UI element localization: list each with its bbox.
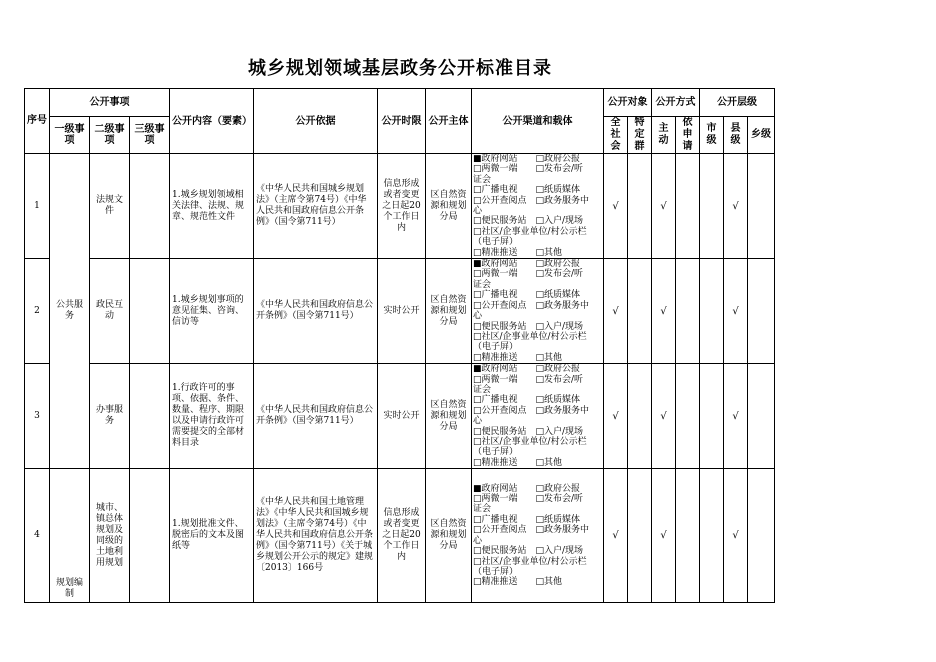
- check-apply: [676, 469, 700, 603]
- subject-cell: 区自然资源和规划分局: [426, 364, 472, 469]
- check-all: √: [604, 259, 628, 364]
- content-cell: 1.规划批准文件、脱密后的文本及图纸等: [170, 469, 254, 603]
- basis-cell: 《中华人民共和国城乡规划法》（主席令第74号）《中华人民共和国政府信息公开条例》（国令第711号）: [254, 154, 378, 259]
- channel-cell: ■政府网站 □政府公报 □两微一端 □发布会/听 证会 □广播电视 □纸质媒体 □公开查阅点 □政务服务中 心 □便民服务站 □入户/现场 □社区/企事业单位/村公示栏 （电子屏） □精准推送 □其他: [472, 469, 604, 603]
- basis-cell: 《中华人民共和国政府信息公开条例》（国令第711号）: [254, 259, 378, 364]
- check-county: √: [724, 154, 748, 259]
- content-cell: 1.城乡规划事项的意见征集、咨询、信访等: [170, 259, 254, 364]
- level2-cell: 城市、镇总体规划及同级的土地利用规划: [90, 469, 130, 603]
- header-time: 公开时限: [378, 89, 426, 154]
- check-all: √: [604, 364, 628, 469]
- header-channel: 公开渠道和载体: [472, 89, 604, 154]
- check-specific: [628, 469, 652, 603]
- header-subject: 公开主体: [426, 89, 472, 154]
- header-tier-county: 县级: [724, 117, 748, 154]
- table-row: [25, 154, 775, 259]
- check-city: [700, 259, 724, 364]
- level3-cell: [130, 469, 170, 603]
- row-number: 1: [25, 154, 50, 259]
- catalog-table: [24, 88, 775, 603]
- level2-cell: 办事服务: [90, 364, 130, 469]
- check-specific: [628, 364, 652, 469]
- check-active: √: [652, 469, 676, 603]
- subject-cell: 区自然资源和规划分局: [426, 154, 472, 259]
- check-town: [748, 259, 775, 364]
- header-target-specific: 特定群: [628, 117, 652, 154]
- header-level2: 二级事项: [90, 117, 130, 154]
- check-county: √: [724, 259, 748, 364]
- level3-cell: [130, 259, 170, 364]
- check-town: [748, 364, 775, 469]
- header-tier-city: 市级: [700, 117, 724, 154]
- channel-cell: ■政府网站 □政府公报 □两微一端 □发布会/听 证会 □广播电视 □纸质媒体 □公开查阅点 □政务服务中 心 □便民服务站 □入户/现场 □社区/企事业单位/村公示栏 （电子屏） □精准推送 □其他: [472, 154, 604, 259]
- channel-cell: ■政府网站 □政府公报 □两微一端 □发布会/听 证会 □广播电视 □纸质媒体 □公开查阅点 □政务服务中 心 □便民服务站 □入户/现场 □社区/企事业单位/村公示栏 （电子屏） □精准推送 □其他: [472, 259, 604, 364]
- header-tier: 公开层级: [700, 89, 775, 117]
- level1-cell: 公共服务: [50, 154, 90, 469]
- header-seq: 序号: [25, 89, 50, 154]
- header-items: 公开事项: [50, 89, 170, 117]
- check-active: √: [652, 154, 676, 259]
- row-number: 3: [25, 364, 50, 469]
- time-cell: 实时公开: [378, 364, 426, 469]
- check-apply: [676, 154, 700, 259]
- check-apply: [676, 364, 700, 469]
- header-method-active: 主动: [652, 117, 676, 154]
- header-content: 公开内容（要素）: [170, 89, 254, 154]
- header-target: 公开对象: [604, 89, 652, 117]
- page-title: 城乡规划领域基层政务公开标准目录: [248, 58, 552, 79]
- subject-cell: 区自然资源和规划分局: [426, 469, 472, 603]
- level3-cell: [130, 364, 170, 469]
- header-level3: 三级事项: [130, 117, 170, 154]
- check-city: [700, 469, 724, 603]
- level1-cell-2: 规划编制: [50, 469, 90, 603]
- header-tier-town: 乡级: [748, 117, 775, 154]
- header-level1: 一级事项: [50, 117, 90, 154]
- check-town: [748, 469, 775, 603]
- time-cell: 实时公开: [378, 259, 426, 364]
- basis-cell: 《中华人民共和国土地管理法》《中华人民共和国城乡规划法》（主席令第74号）《中华人民共和国政府信息公开条例》（国令第711号）《关于城乡规划公开公示的规定》建规〔2013〕166号: [254, 469, 378, 603]
- check-specific: [628, 154, 652, 259]
- row-number: 2: [25, 259, 50, 364]
- check-active: √: [652, 364, 676, 469]
- subject-cell: 区自然资源和规划分局: [426, 259, 472, 364]
- check-specific: [628, 259, 652, 364]
- level2-cell: 政民互动: [90, 259, 130, 364]
- header-method: 公开方式: [652, 89, 700, 117]
- content-cell: 1.行政许可的事项、依据、条件、数量、程序、期限以及申请行政许可需要提交的全部材料目录: [170, 364, 254, 469]
- check-county: √: [724, 469, 748, 603]
- check-town: [748, 154, 775, 259]
- check-city: [700, 364, 724, 469]
- header-target-all: 全社会: [604, 117, 628, 154]
- level3-cell: [130, 154, 170, 259]
- content-cell: 1.城乡规划领域相关法律、法规、规章、规范性文件: [170, 154, 254, 259]
- channel-cell: ■政府网站 □政府公报 □两微一端 □发布会/听 证会 □广播电视 □纸质媒体 □公开查阅点 □政务服务中 心 □便民服务站 □入户/现场 □社区/企事业单位/村公示栏 （电子屏） □精准推送 □其他: [472, 364, 604, 469]
- check-active: √: [652, 259, 676, 364]
- check-apply: [676, 259, 700, 364]
- check-all: √: [604, 469, 628, 603]
- basis-cell: 《中华人民共和国政府信息公开条例》（国令第711号）: [254, 364, 378, 469]
- check-county: √: [724, 364, 748, 469]
- row-number: 4: [25, 469, 50, 603]
- check-city: [700, 154, 724, 259]
- header-basis: 公开依据: [254, 89, 378, 154]
- table-row: [25, 469, 775, 603]
- check-all: √: [604, 154, 628, 259]
- table-row: [25, 364, 775, 469]
- time-cell: 信息形成或者变更之日起20个工作日内: [378, 469, 426, 603]
- header-row-1: [25, 89, 775, 117]
- time-cell: 信息形成或者变更之日起20个工作日内: [378, 154, 426, 259]
- header-method-apply: 依申请: [676, 117, 700, 154]
- level2-cell: 法规文件: [90, 154, 130, 259]
- table-row: [25, 259, 775, 364]
